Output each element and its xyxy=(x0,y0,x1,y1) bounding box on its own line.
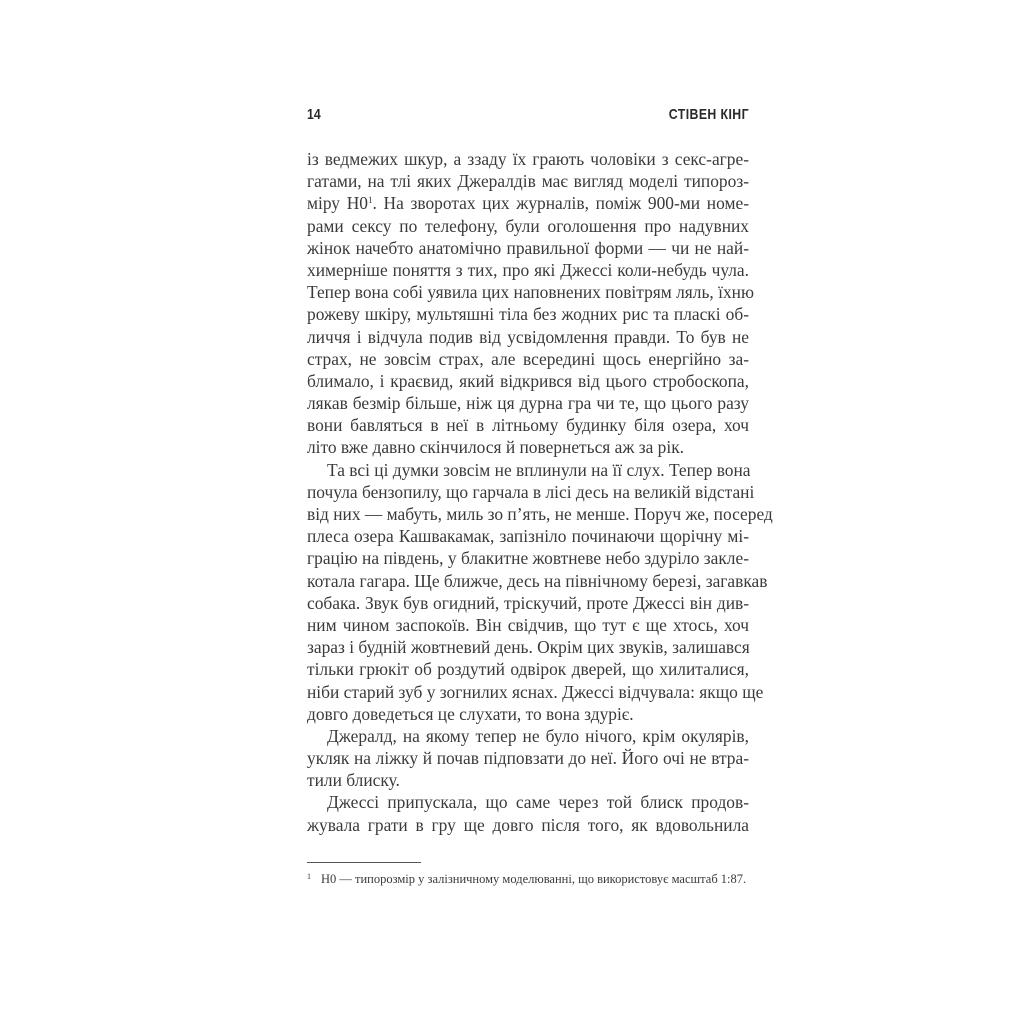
text-line: рожеву шкіру, мультяшні тіла без жодних рис та пласкі об- xyxy=(307,304,749,325)
text-line: блимало, і краєвид, який відкрився від цього стробоскопа, xyxy=(307,370,749,391)
footnote xyxy=(307,872,749,887)
text-line: жінок начебто анатомічно правильної форми — чи не най- xyxy=(307,237,749,258)
text-line: ним чином заспокоїв. Він свідчив, що тут є ще хтось, хоч xyxy=(307,614,749,635)
text-line: міру $Н0^1$. На зворотах цих журналів, поміж 900-ми номе- xyxy=(307,193,749,214)
text-line: укляк на ліжку й почав підповзати до неї. Його очі не втра- xyxy=(307,748,749,769)
running-head-author: СТІВЕН КІНГ xyxy=(668,106,749,123)
footnote-divider xyxy=(307,862,421,863)
text-line: від них — мабуть, миль зо п’ять, не менше. Поруч же, посеред xyxy=(307,504,773,524)
footnote-text: Н0 — типорозмір у залізничному моделюванні, що використовує масштаб 1:87. xyxy=(321,872,747,886)
text-line: химерніше поняття з тих, про які Джессі коли-небудь чула. xyxy=(307,259,749,280)
text-line: котала гагара. Ще ближче, десь на північному березі, загавкав xyxy=(307,570,768,591)
text-line: грацію на південь, у блакитне жовтневе небо здуріло закле- xyxy=(307,548,749,569)
paragraph xyxy=(307,791,749,835)
text-line: довго доведеться це слухати, то вона здуріє. xyxy=(307,703,634,724)
text-line: ніби старий зуб у зогнилих яснах. Джессі відчувала: якщо ще xyxy=(307,681,764,702)
text-line: вони бавляться в неї в літньому будинку біля озера, хоч xyxy=(307,415,749,436)
text-line: Тепер вона собі уявила цих наповнених повітрям ляль, їхню xyxy=(307,282,754,303)
text-line: личчя і відчула подив від усвідомлення правди. То був не xyxy=(307,326,749,347)
footnote-marker: 1 xyxy=(307,872,311,881)
text-line: із ведмежих шкур, а ззаду їх грають чоловіки з секс-агре- xyxy=(307,149,749,169)
running-head xyxy=(307,106,749,128)
text-line: Джессі припускала, що саме через той блиск продов- xyxy=(327,792,749,813)
page-number: 14 xyxy=(307,106,321,123)
text-line: Та всі ці думки зовсім не вплинули на її слух. Тепер вона xyxy=(327,459,751,480)
text-line: тили блиску. xyxy=(307,770,400,791)
paragraph xyxy=(307,725,749,792)
text-line: рами сексу по телефону, були оголошення про надувних xyxy=(307,215,749,236)
text-line: літо вже давно скінчилося й повернеться аж за рік. xyxy=(307,437,684,458)
text-line: почула бензопилу, що гарчала в лісі десь на великій відстані xyxy=(307,481,755,502)
paragraph xyxy=(307,459,773,725)
text-line: лякав безмір більше, ніж ця дурна гра чи те, що цього разу xyxy=(307,393,749,414)
body-text xyxy=(307,148,773,836)
text-line: зараз і будній жовтневий день. Окрім цих звуків, залишався xyxy=(307,637,750,658)
text-line: тільки грюкіт об роздутий одвірок дверей, що хилиталися, xyxy=(307,659,749,680)
text-line: собака. Звук був огидний, тріскучий, проте Джессі він див- xyxy=(307,592,749,613)
footnote-ref: 1 xyxy=(367,195,373,206)
text-line: плеса озера Кашвакамак, запізніло починаючи щорічну мі- xyxy=(307,526,749,547)
paragraph xyxy=(307,148,754,459)
text-line: гатами, на тлі яких Джералдів має вигляд моделі типороз- xyxy=(307,171,749,192)
text-line: Джералд, на якому тепер не було нічого, крім окулярів, xyxy=(327,725,749,746)
text-line: страх, не зовсім страх, але всередині щось енергійно за- xyxy=(307,348,749,369)
text-line: жувала грати в гру ще довго після того, як вдовольнила xyxy=(307,814,749,835)
